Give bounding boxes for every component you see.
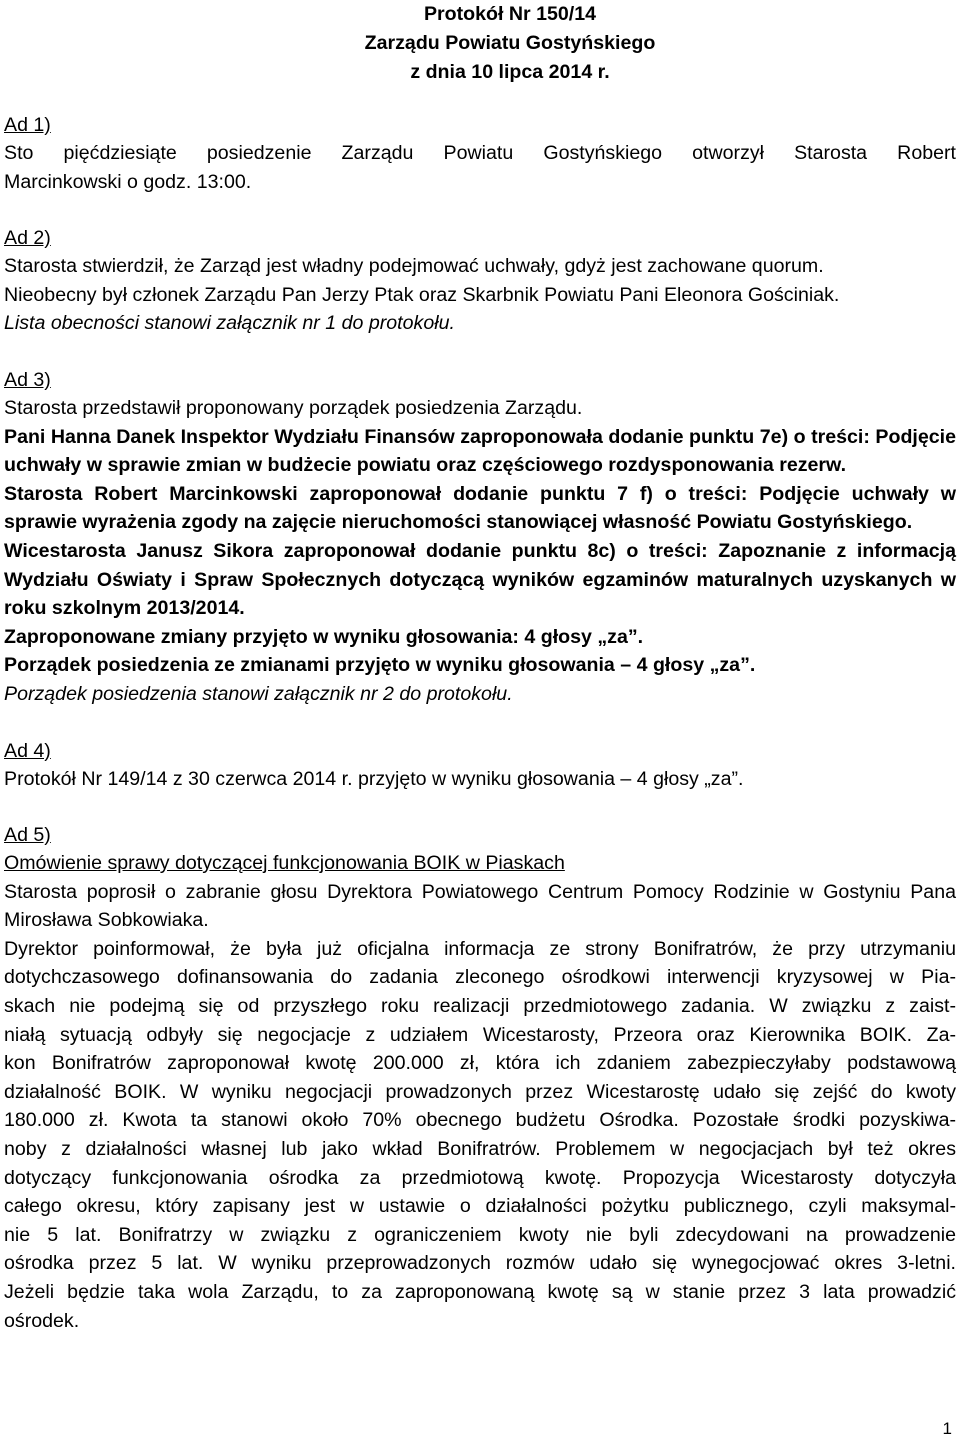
ad5-p2-line: kon Bonifratrów zaproponował kwotę 200.000 zł, która ich zdaniem zabezpieczyłaby podstawową bbox=[4, 1052, 956, 1075]
ad2-line-2: Nieobecny był członek Zarządu Pan Jerzy Ptak oraz Skarbnik Powiatu Pani Eleonora Gościniak. bbox=[4, 283, 840, 306]
ad5-paragraph-1: Starosta poprosił o zabranie głosu Dyrektora Powiatowego Centrum Pomocy Rodzinie w Gostyniu Pana Mirosława Sobkowiaka. bbox=[4, 880, 956, 932]
section-heading-ad5: Ad 5) bbox=[4, 824, 51, 847]
ad5-p2-line: ośrodka przez 5 lat. W wyniku przeprowadzonych rozmów udało się wynegocjować okres 3-letni. bbox=[4, 1252, 956, 1275]
ad5-p2-line: dotyczący funkcjonowania ośrodka za przedmiotową kwotę. Propozycja Wicestarosty dotyczyła bbox=[4, 1166, 956, 1189]
document-title bbox=[4, 0, 956, 87]
ad5-p2-line: Dyrektor poinformował, że była już oficjalna informacja ze strony Bonifratrów, że przy utrzymaniu bbox=[4, 937, 956, 960]
section-heading-ad1: Ad 1) bbox=[4, 114, 51, 136]
title-line-1: Protokół Nr 150/14 bbox=[423, 3, 597, 25]
section-ad2 bbox=[4, 224, 956, 338]
ad5-p2-line: ośrodek. bbox=[4, 1309, 80, 1332]
section-heading-ad2: Ad 2) bbox=[4, 227, 51, 250]
ad2-attendance-note: Lista obecności stanowi załącznik nr 1 do protokołu. bbox=[4, 312, 455, 335]
ad3-vote-2: Porządek posiedzenia ze zmianami przyjęto w wyniku głosowania – 4 głosy „za”. bbox=[4, 654, 756, 677]
ad5-p2-line: całego okresu, który zapisany jest w ustawie o działalności pożytku publicznego, czyli maksymal- bbox=[4, 1195, 956, 1218]
section-heading-ad3: Ad 3) bbox=[4, 368, 51, 391]
ad3-vote-1: Zaproponowane zmiany przyjęto w wyniku głosowania: 4 głosy „za”. bbox=[4, 625, 644, 648]
ad3-line-1: Starosta przedstawił proponowany porządek posiedzenia Zarządu. bbox=[4, 396, 583, 419]
ad5-paragraph-2 bbox=[4, 935, 956, 1335]
document-page bbox=[4, 0, 956, 1335]
ad5-p2-line: dotychczasowego dofinansowania do zadania zleconego ośrodkowi interwencji kryzysowej w Pia- bbox=[4, 966, 956, 989]
title-line-3: z dnia 10 lipca 2014 r. bbox=[410, 61, 610, 83]
ad3-agenda-note: Porządek posiedzenia stanowi załącznik nr 2 do protokołu. bbox=[4, 682, 513, 705]
ad3-proposal-2: Starosta Robert Marcinkowski zaproponował dodanie punktu 7 f) o treści: Podjęcie uchwały w sprawie wyrażenia zgody na zajęcie nieruchomości stanowiącej własność Powiatu Gostyńskiego. bbox=[4, 482, 956, 534]
ad1-line-1: Sto pięćdziesiąte posiedzenie Zarządu Powiatu Gostyńskiego otworzył Starosta Robert bbox=[4, 142, 956, 164]
ad5-p2-line: nie 5 lat. Bonifratrzy w związku z ograniczeniem kwoty nie byli zdecydowani na prowadzenie bbox=[4, 1223, 956, 1246]
ad1-line-2: Marcinkowski o godz. 13:00. bbox=[4, 170, 252, 193]
ad5-p2-line: niałą sytuacją odbyły się negocjacje z udziałem Wicestarosty, Przeora oraz Kierownika BOIK. Za- bbox=[4, 1023, 956, 1046]
ad3-proposal-3: Wicestarosta Janusz Sikora zaproponował dodanie punktu 8c) o treści: Zapoznanie z informacją Wydziału Oświaty i Spraw Społecznych dotyczącą wyników egzaminów maturalnych uzyskanych w roku szkolnym 2013/2014. bbox=[4, 539, 956, 620]
ad3-proposal-1: Pani Hanna Danek Inspektor Wydziału Finansów zaproponowała dodanie punktu 7e) o treści: Podjęcie uchwały w sprawie zmian w budżecie powiatu oraz częściowego rozdysponowania rezerw. bbox=[4, 425, 956, 477]
ad5-p2-line: 180.000 zł. Kwota ta stanowi około 70% obecnego budżetu Ośrodka. Pozostałe środki pozyskiwa- bbox=[4, 1109, 956, 1132]
section-ad1 bbox=[4, 111, 956, 196]
title-line-2: Zarządu Powiatu Gostyńskiego bbox=[364, 32, 656, 54]
ad5-p2-line: skach nie podejmą się od przyszłego roku realizacji przedmiotowego zadania. W związku z zaist- bbox=[4, 995, 956, 1018]
ad5-p2-line: noby z działalności własnej lub jako wkład Bonifratrów. Problemem w negocjacjach był też okres bbox=[4, 1138, 956, 1161]
section-ad4 bbox=[4, 737, 956, 794]
section-heading-ad4: Ad 4) bbox=[4, 739, 51, 762]
ad5-p2-line: działalność BOIK. W wyniku negocjacji prowadzonych przez Wicestarostę udało się zejść do kwoty bbox=[4, 1080, 956, 1103]
ad5-p2-line: Jeżeli będzie taka wola Zarządu, to za zaproponowaną kwotę są w stanie przez 3 lata prowadzić bbox=[4, 1281, 956, 1303]
ad2-line-1: Starosta stwierdził, że Zarząd jest władny podejmować uchwały, gdyż jest zachowane quorum. bbox=[4, 255, 824, 278]
ad5-subject: Omówienie sprawy dotyczącej funkcjonowania BOIK w Piaskach bbox=[4, 852, 565, 875]
ad4-line-1: Protokół Nr 149/14 z 30 czerwca 2014 r. przyjęto w wyniku głosowania – 4 głosy „za”. bbox=[4, 767, 744, 790]
section-ad3 bbox=[4, 366, 956, 709]
page-number: 1 bbox=[942, 1419, 952, 1438]
section-ad5 bbox=[4, 821, 956, 1335]
